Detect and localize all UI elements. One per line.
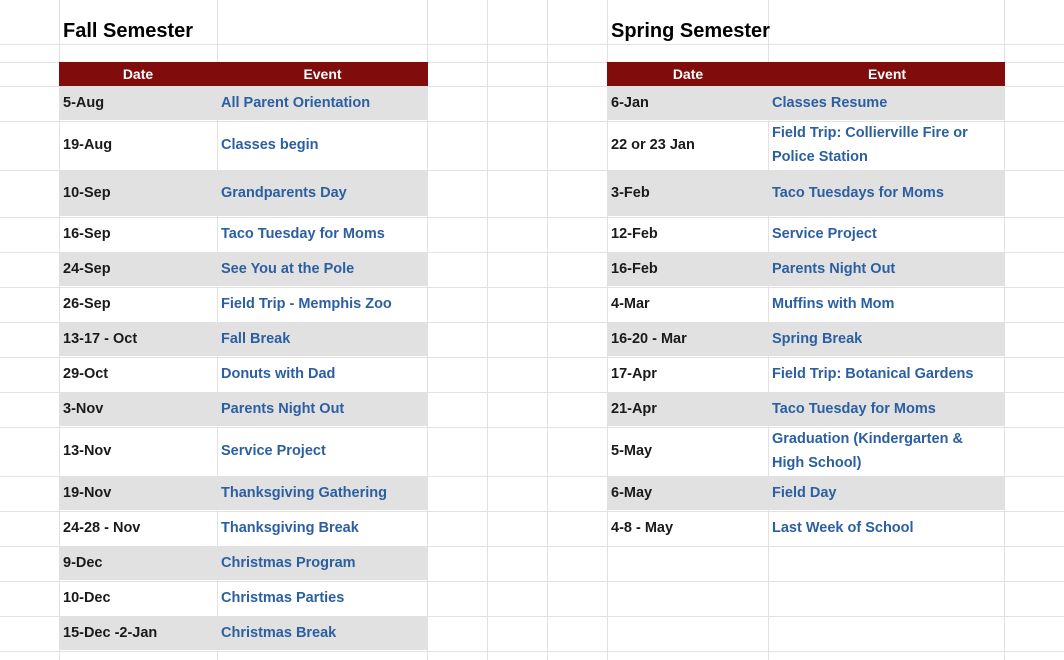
table-row [59, 581, 428, 615]
event-date: 19-Aug [63, 137, 113, 153]
event-name: Field Trip: Botanical Gardens [772, 366, 974, 382]
event-date: 29-Oct [63, 366, 109, 382]
table-row [59, 546, 428, 580]
table-row [59, 511, 428, 545]
table-row [59, 86, 428, 120]
event-name: Taco Tuesday for Moms [221, 226, 385, 242]
event-date: 6-Jan [611, 95, 649, 111]
event-name: Field Day [772, 485, 837, 501]
event-date: 13-17 - Oct [63, 331, 138, 347]
table-row [607, 287, 1005, 321]
table-row [607, 86, 1005, 120]
event-name: Fall Break [221, 331, 291, 347]
event-date: 5-Aug [63, 95, 105, 111]
table-row [607, 252, 1005, 286]
spring-semester-title: Spring Semester [611, 20, 770, 42]
event-name: Classes begin [221, 137, 319, 153]
table-row [59, 252, 428, 286]
table-row [607, 170, 1005, 216]
event-date: 5-May [611, 443, 653, 459]
event-name: See You at the Pole [221, 261, 355, 277]
table-row [59, 427, 428, 475]
table-row [607, 427, 1005, 475]
event-name: Taco Tuesday for Moms [772, 401, 936, 417]
table-row [59, 121, 428, 169]
table-row [607, 357, 1005, 391]
spring-date-header: Date [672, 66, 704, 82]
gridline [487, 0, 488, 660]
event-date: 19-Nov [63, 485, 112, 501]
event-name: Christmas Parties [221, 590, 345, 606]
table-row [59, 357, 428, 391]
table-row [59, 287, 428, 321]
gridline [0, 44, 1064, 45]
event-name: Service Project [221, 443, 326, 459]
event-name: Graduation (Kindergarten & High School) [772, 431, 963, 471]
event-name: Thanksgiving Gathering [221, 485, 387, 501]
event-name: Field Trip - Memphis Zoo [221, 296, 392, 312]
event-date: 16-20 - Mar [611, 331, 687, 347]
event-name: Donuts with Dad [221, 366, 336, 382]
event-name: Spring Break [772, 331, 863, 347]
event-date: 3-Nov [63, 401, 104, 417]
event-date: 22 or 23 Jan [611, 137, 695, 153]
fall-table-header [59, 62, 428, 86]
table-row [607, 322, 1005, 356]
event-name: Muffins with Mom [772, 296, 895, 312]
table-row [607, 217, 1005, 251]
event-name: Thanksgiving Break [221, 520, 359, 536]
event-date: 21-Apr [611, 401, 657, 417]
event-name: All Parent Orientation [221, 95, 371, 111]
spring-table-header [607, 62, 1005, 86]
table-row [607, 392, 1005, 426]
event-date: 12-Feb [611, 226, 658, 242]
event-name: Parents Night Out [772, 261, 896, 277]
spring-event-header: Event [867, 66, 907, 82]
table-row [59, 170, 428, 216]
event-date: 10-Dec [63, 590, 111, 606]
event-date: 10-Sep [63, 185, 111, 201]
event-date: 13-Nov [63, 443, 112, 459]
event-name: Last Week of School [772, 520, 914, 536]
event-name: Christmas Program [221, 555, 356, 571]
event-date: 3-Feb [611, 185, 650, 201]
fall-event-header: Event [303, 66, 342, 82]
event-date: 9-Dec [63, 555, 103, 571]
table-row [607, 121, 1005, 169]
table-row [59, 392, 428, 426]
event-date: 16-Sep [63, 226, 111, 242]
event-date: 26-Sep [63, 296, 111, 312]
event-date: 6-May [611, 485, 653, 501]
event-date: 24-Sep [63, 261, 111, 277]
event-name: Grandparents Day [221, 185, 347, 201]
event-date: 24-28 - Nov [63, 520, 141, 536]
table-row [59, 616, 428, 650]
event-date: 4-Mar [611, 296, 650, 312]
table-row [607, 511, 1005, 545]
event-name: Parents Night Out [221, 401, 345, 417]
event-name: Service Project [772, 226, 877, 242]
event-name: Christmas Break [221, 625, 337, 641]
event-date: 4-8 - May [611, 520, 674, 536]
table-row [607, 476, 1005, 510]
gridline [0, 651, 1064, 652]
event-name: Taco Tuesdays for Moms [772, 185, 944, 201]
event-name: Field Trip: Collierville Fire or Police Station [772, 125, 968, 165]
fall-date-header: Date [122, 66, 154, 82]
event-name: Classes Resume [772, 95, 888, 111]
table-row [59, 217, 428, 251]
gridline [547, 0, 548, 660]
table-row [59, 476, 428, 510]
table-row [59, 322, 428, 356]
event-date: 17-Apr [611, 366, 657, 382]
fall-semester-title: Fall Semester [63, 20, 194, 42]
event-date: 15-Dec -2-Jan [63, 625, 158, 641]
event-date: 16-Feb [611, 261, 658, 277]
